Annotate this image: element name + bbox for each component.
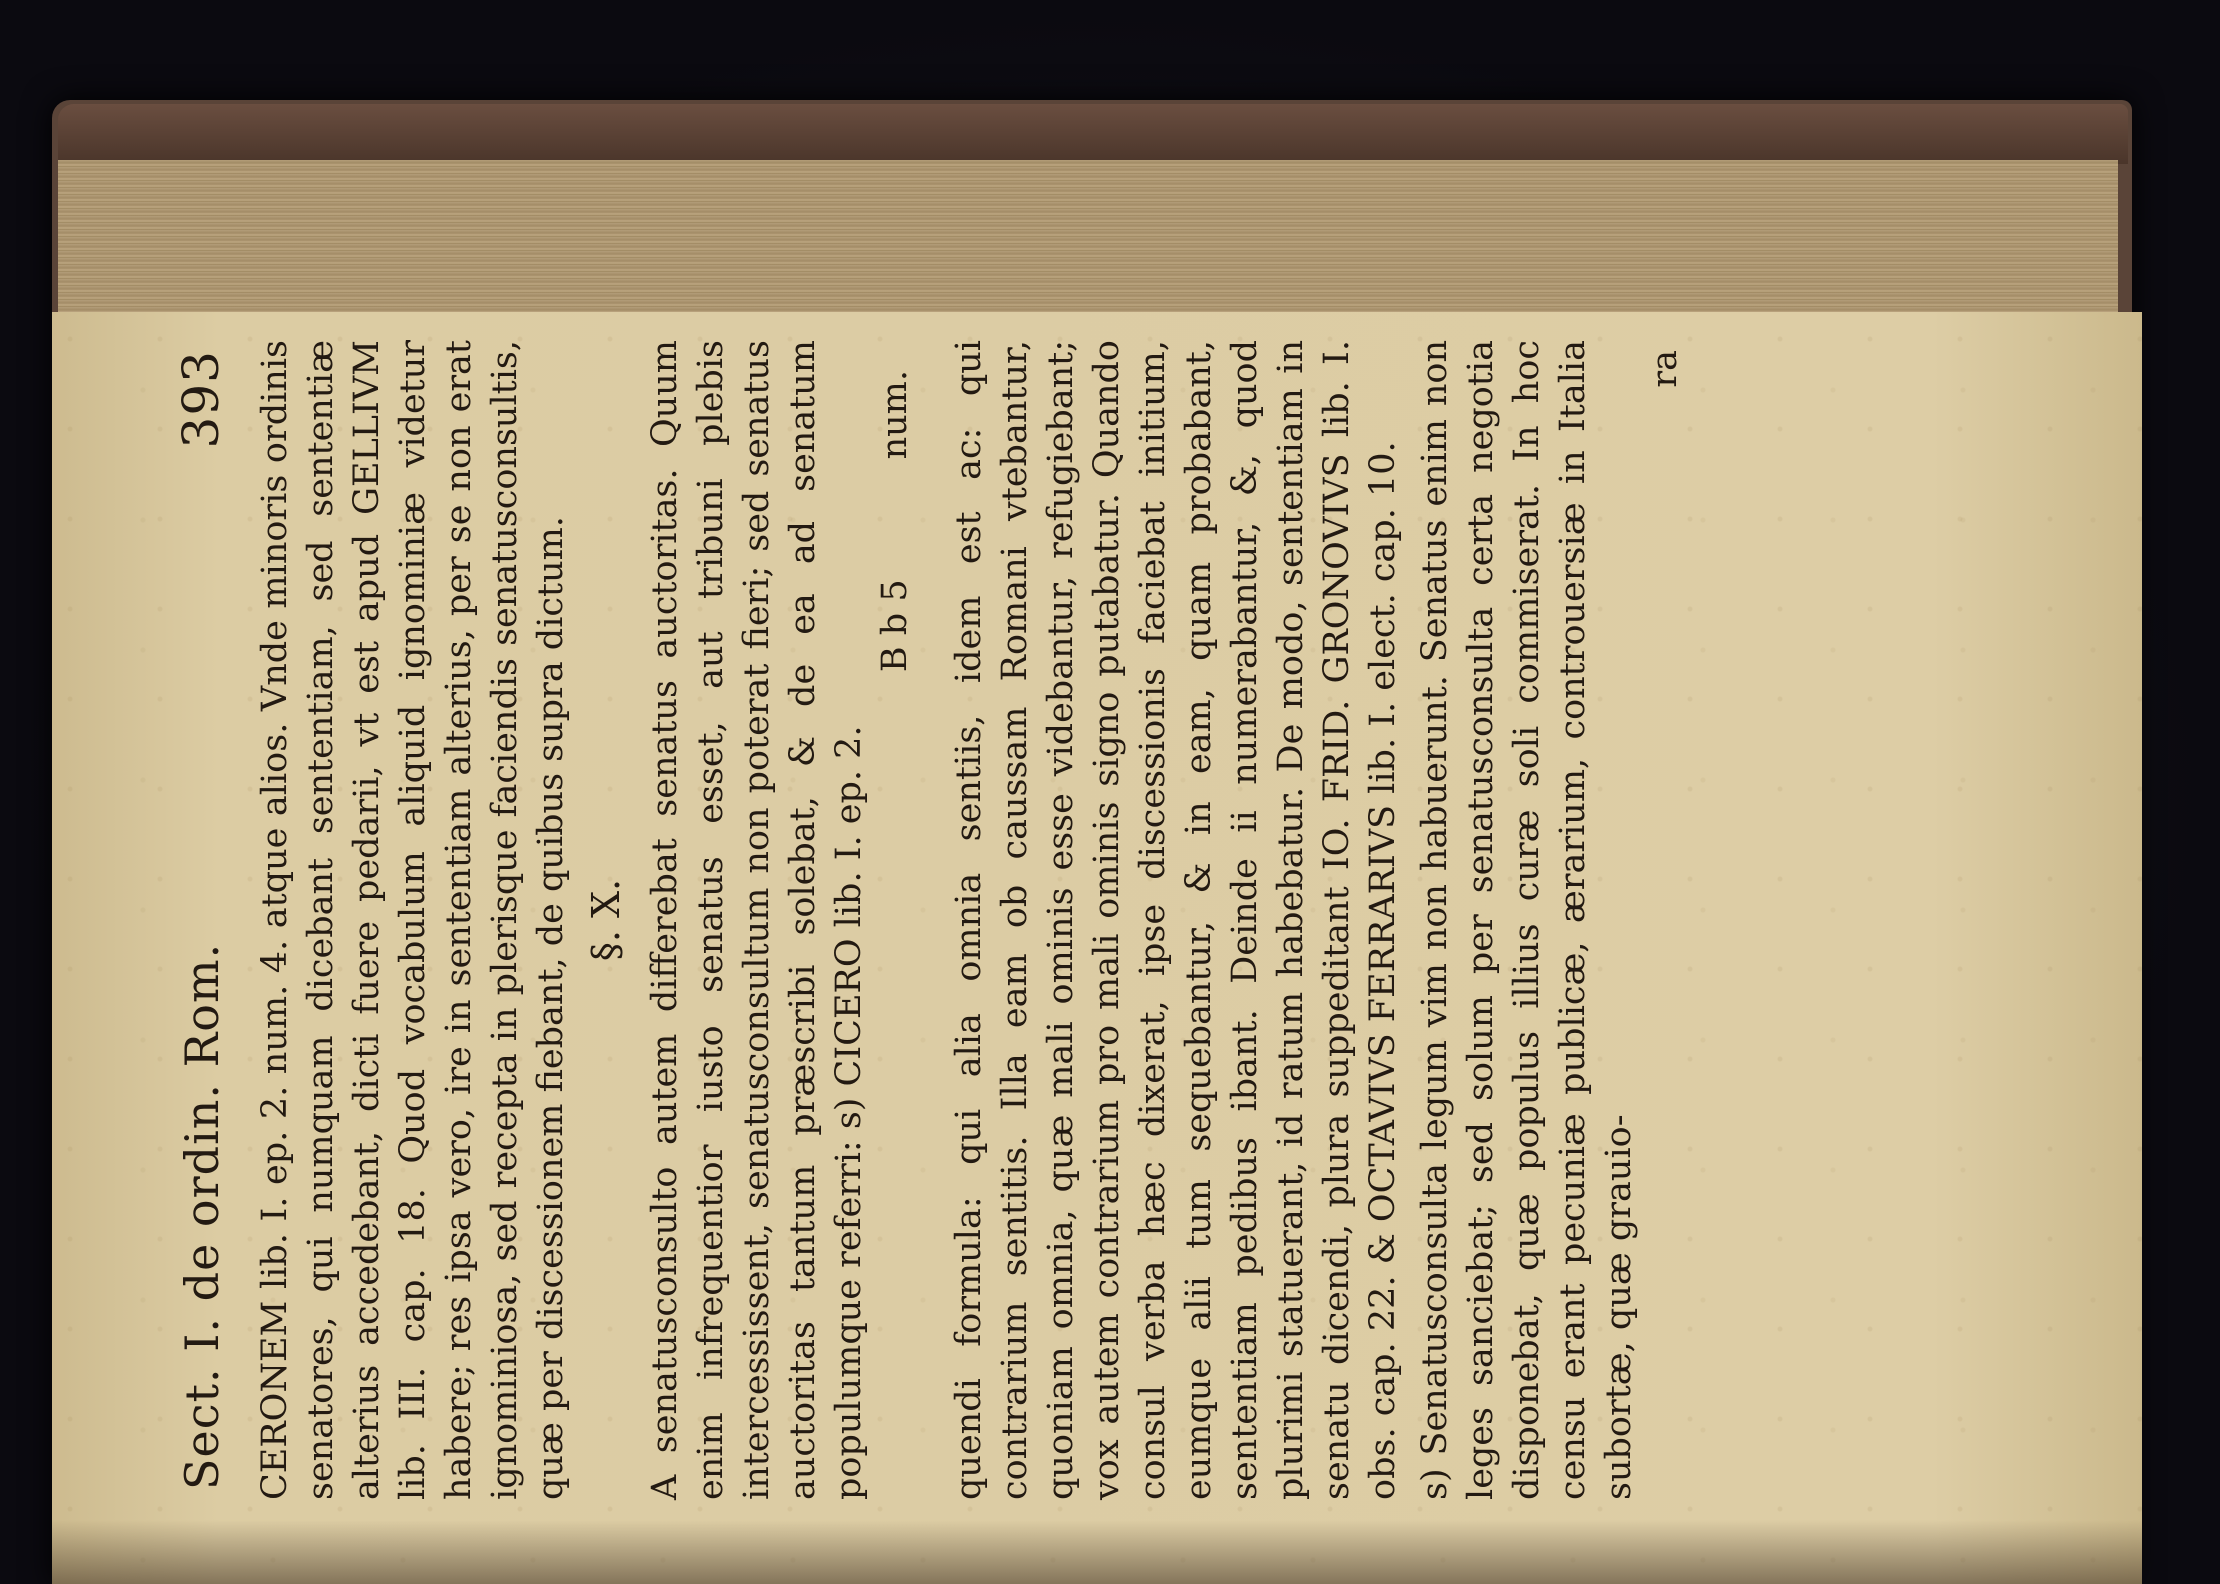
page-text-block [172,340,1832,1500]
body-paragraph-1: CERONEM lib. I. ep. 2. num. 4. atque alios. Vnde minoris ordinis senatores, qui numquam dicebant sententiam, sed sententiæ alterius accedebant, dicti fuere pedarii, vt est apud GELLIVM lib. III. cap. 18. Quod vocabulum aliquid ignominiæ videtur habere; res ipsa vero, ire in sententiam alterius, per se non erat ignominiosa, sed recepta in plerisque faciendis senatusconsultis, quæ per discessionem fiebant, de quibus supra dictum. [255,340,571,1500]
signature-row [872,340,918,1500]
catchword-bottom: ra [1645,350,1685,388]
signature-mark: B b 5 [875,579,915,673]
page-gutter-shadow [52,1520,2142,1584]
catchword-top: num. [875,370,915,460]
running-title: Sect. I. de ordin. Rom. [175,942,229,1490]
footnote-1: quendi formula: qui alia omnia sentiis, idem est ac: qui contrarium sentitis. Illa eam ob caussam Romani vtebantur, quoniam omnia, quæ mali ominis esse videbantur, refugiebant; vox autem contrarium pro mali ominis signo putabatur. Quando consul verba hæc dixerat, ipse discessionis faciebat initium, eumque alii tum sequebantur, & in eam, quam probabant, sententiam pedibus ibant. Deinde ii numerabantur, &, quod plurimi statuerant, id ratum habebatur. De modo, sententiam in senatu dicendi, plura suppeditant IO. FRID. GRONOVIVS lib. I. obs. cap. 22. & OCTAVIVS FERRARIVS lib. I. elect. cap. 10. [949,340,1403,1500]
footnote-2: s) Senatusconsulta legum vim non habuerunt. Senatus enim non leges sanciebat; sed solum per senatusconsulta certa negotia disponebat, quæ populus illius curæ soli commiserat. In hoc censu erant pecuniæ publicæ, ærarium, controuersiæ in Italia subortæ, quæ grauio- [1415,340,1639,1500]
section-heading: §. X. [584,878,628,962]
page-edges [58,160,2118,330]
page-number: 393 [172,350,230,449]
body-paragraph-2: A senatusconsulto autem differebat senatus auctoritas. Quum enim infrequentior iusto senatus esset, aut tribuni plebis intercessissent, senatusconsultum non poterat fieri; sed senatus auctoritas tantum præscribi solebat, & de ea ad senatum populumque referri: s) CICERO lib. I. ep. 2. [645,340,869,1500]
book-spine-edge [58,104,2128,164]
running-header [172,340,230,1500]
